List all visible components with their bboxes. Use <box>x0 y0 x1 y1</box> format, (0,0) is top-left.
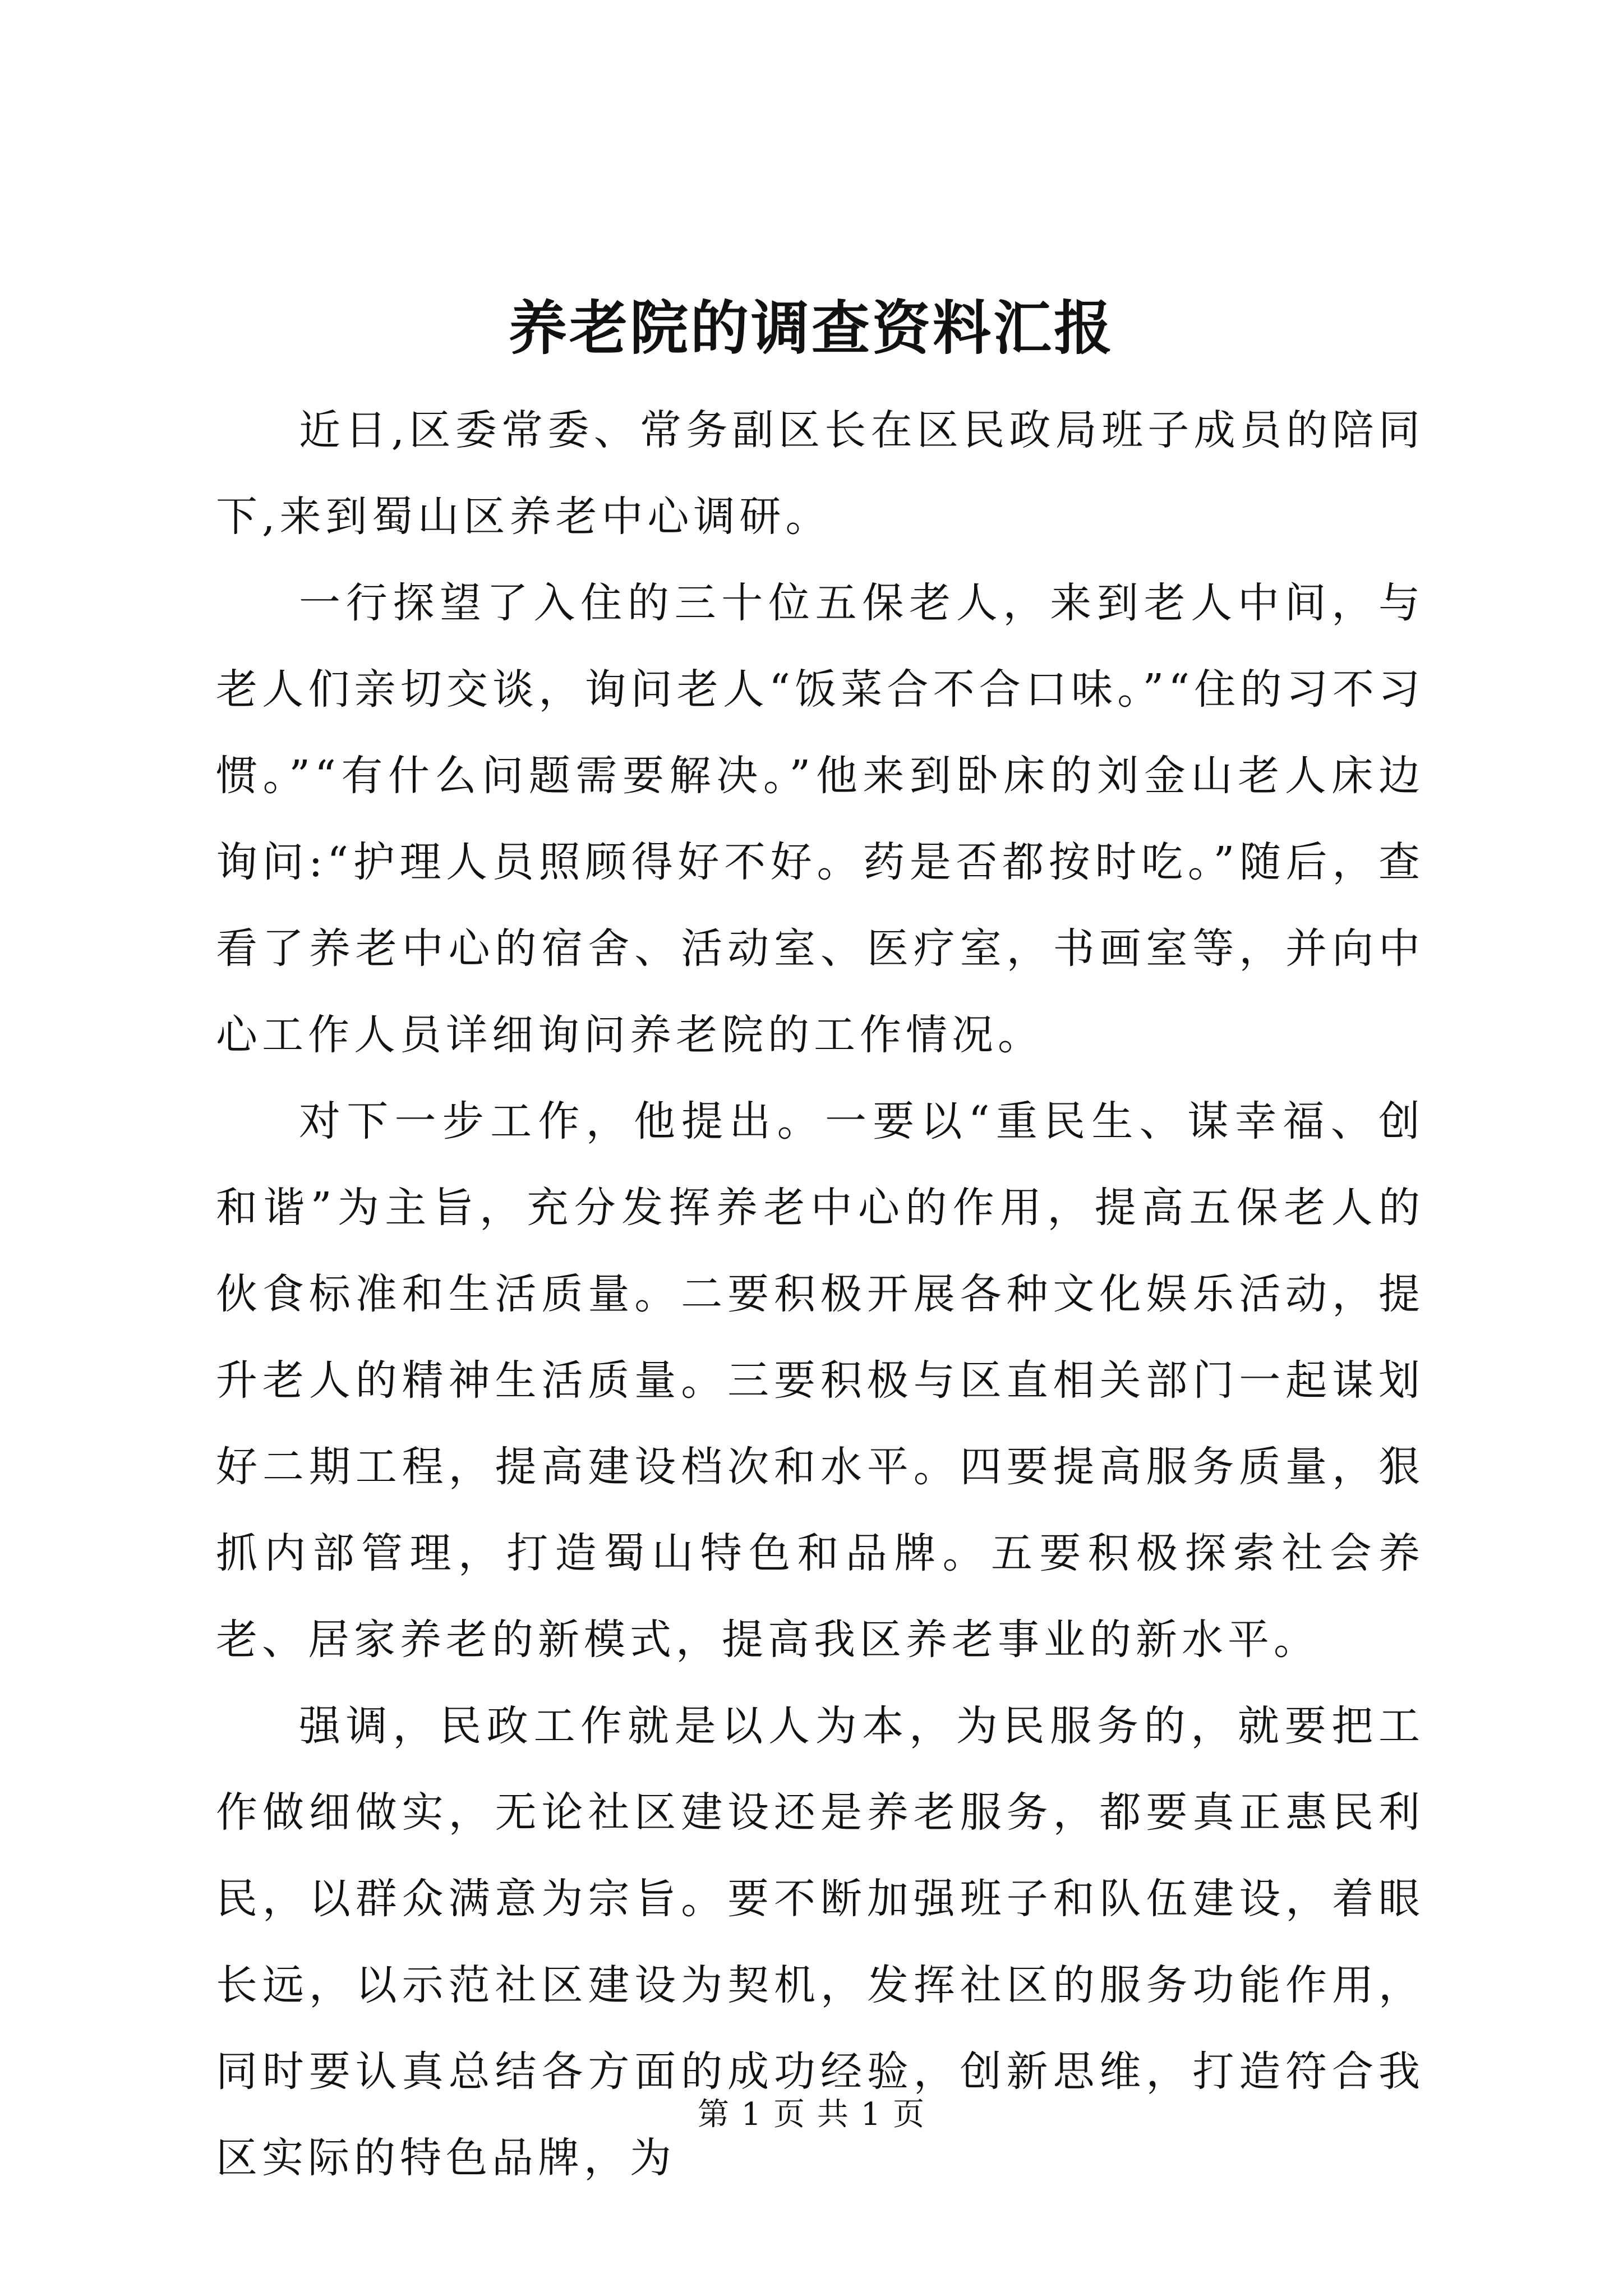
document-body <box>216 387 1424 2201</box>
page-footer: 第 1 页 共 1 页 <box>697 2096 926 2133</box>
paragraph: 强调，民政工作就是以人为本，为民服务的，就要把工作做细做实，无论社区建设还是养老服务，都要真正惠民利民，以群众满意为宗旨。要不断加强班子和队伍建设，着眼长远，以示范社区建设为契机，发挥社区的服务功能作用，同时要认真总结各方面的成功经验，创新思维，打造符合我区实际的特色品牌，为 <box>216 1702 1424 2182</box>
paragraph: 对下一步工作，他提出。一要以“重民生、谋幸福、创和谐”为主旨，充分发挥养老中心的作用，提高五保老人的伙食标准和生活质量。二要积极开展各种文化娱乐活动，提升老人的精神生活质量。三要积极与区直相关部门一起谋划好二期工程，提高建设档次和水平。四要提高服务质量，狠抓内部管理，打造蜀山特色和品牌。五要积极探索社会养老、居家养老的新模式，提高我区养老事业的新水平。 <box>216 1097 1424 1664</box>
paragraph: 一行探望了入住的三十位五保老人，来到老人中间，与老人们亲切交谈，询问老人“饭菜合不合口味。”“住的习不习惯。”“有什么问题需要解决。”他来到卧床的刘金山老人床边询问:“护理人员照顾得好不好。药是否都按时吃。”随后，查看了养老中心的宿舍、活动室、医疗室，书画室等，并向中心工作人员详细询问养老院的工作情况。 <box>216 579 1424 1059</box>
document-title: 养老院的调查资料汇报 <box>508 293 1114 362</box>
paragraph: 近日,区委常委、常务副区长在区民政局班子成员的陪同下,来到蜀山区养老中心调研。 <box>216 406 1424 541</box>
